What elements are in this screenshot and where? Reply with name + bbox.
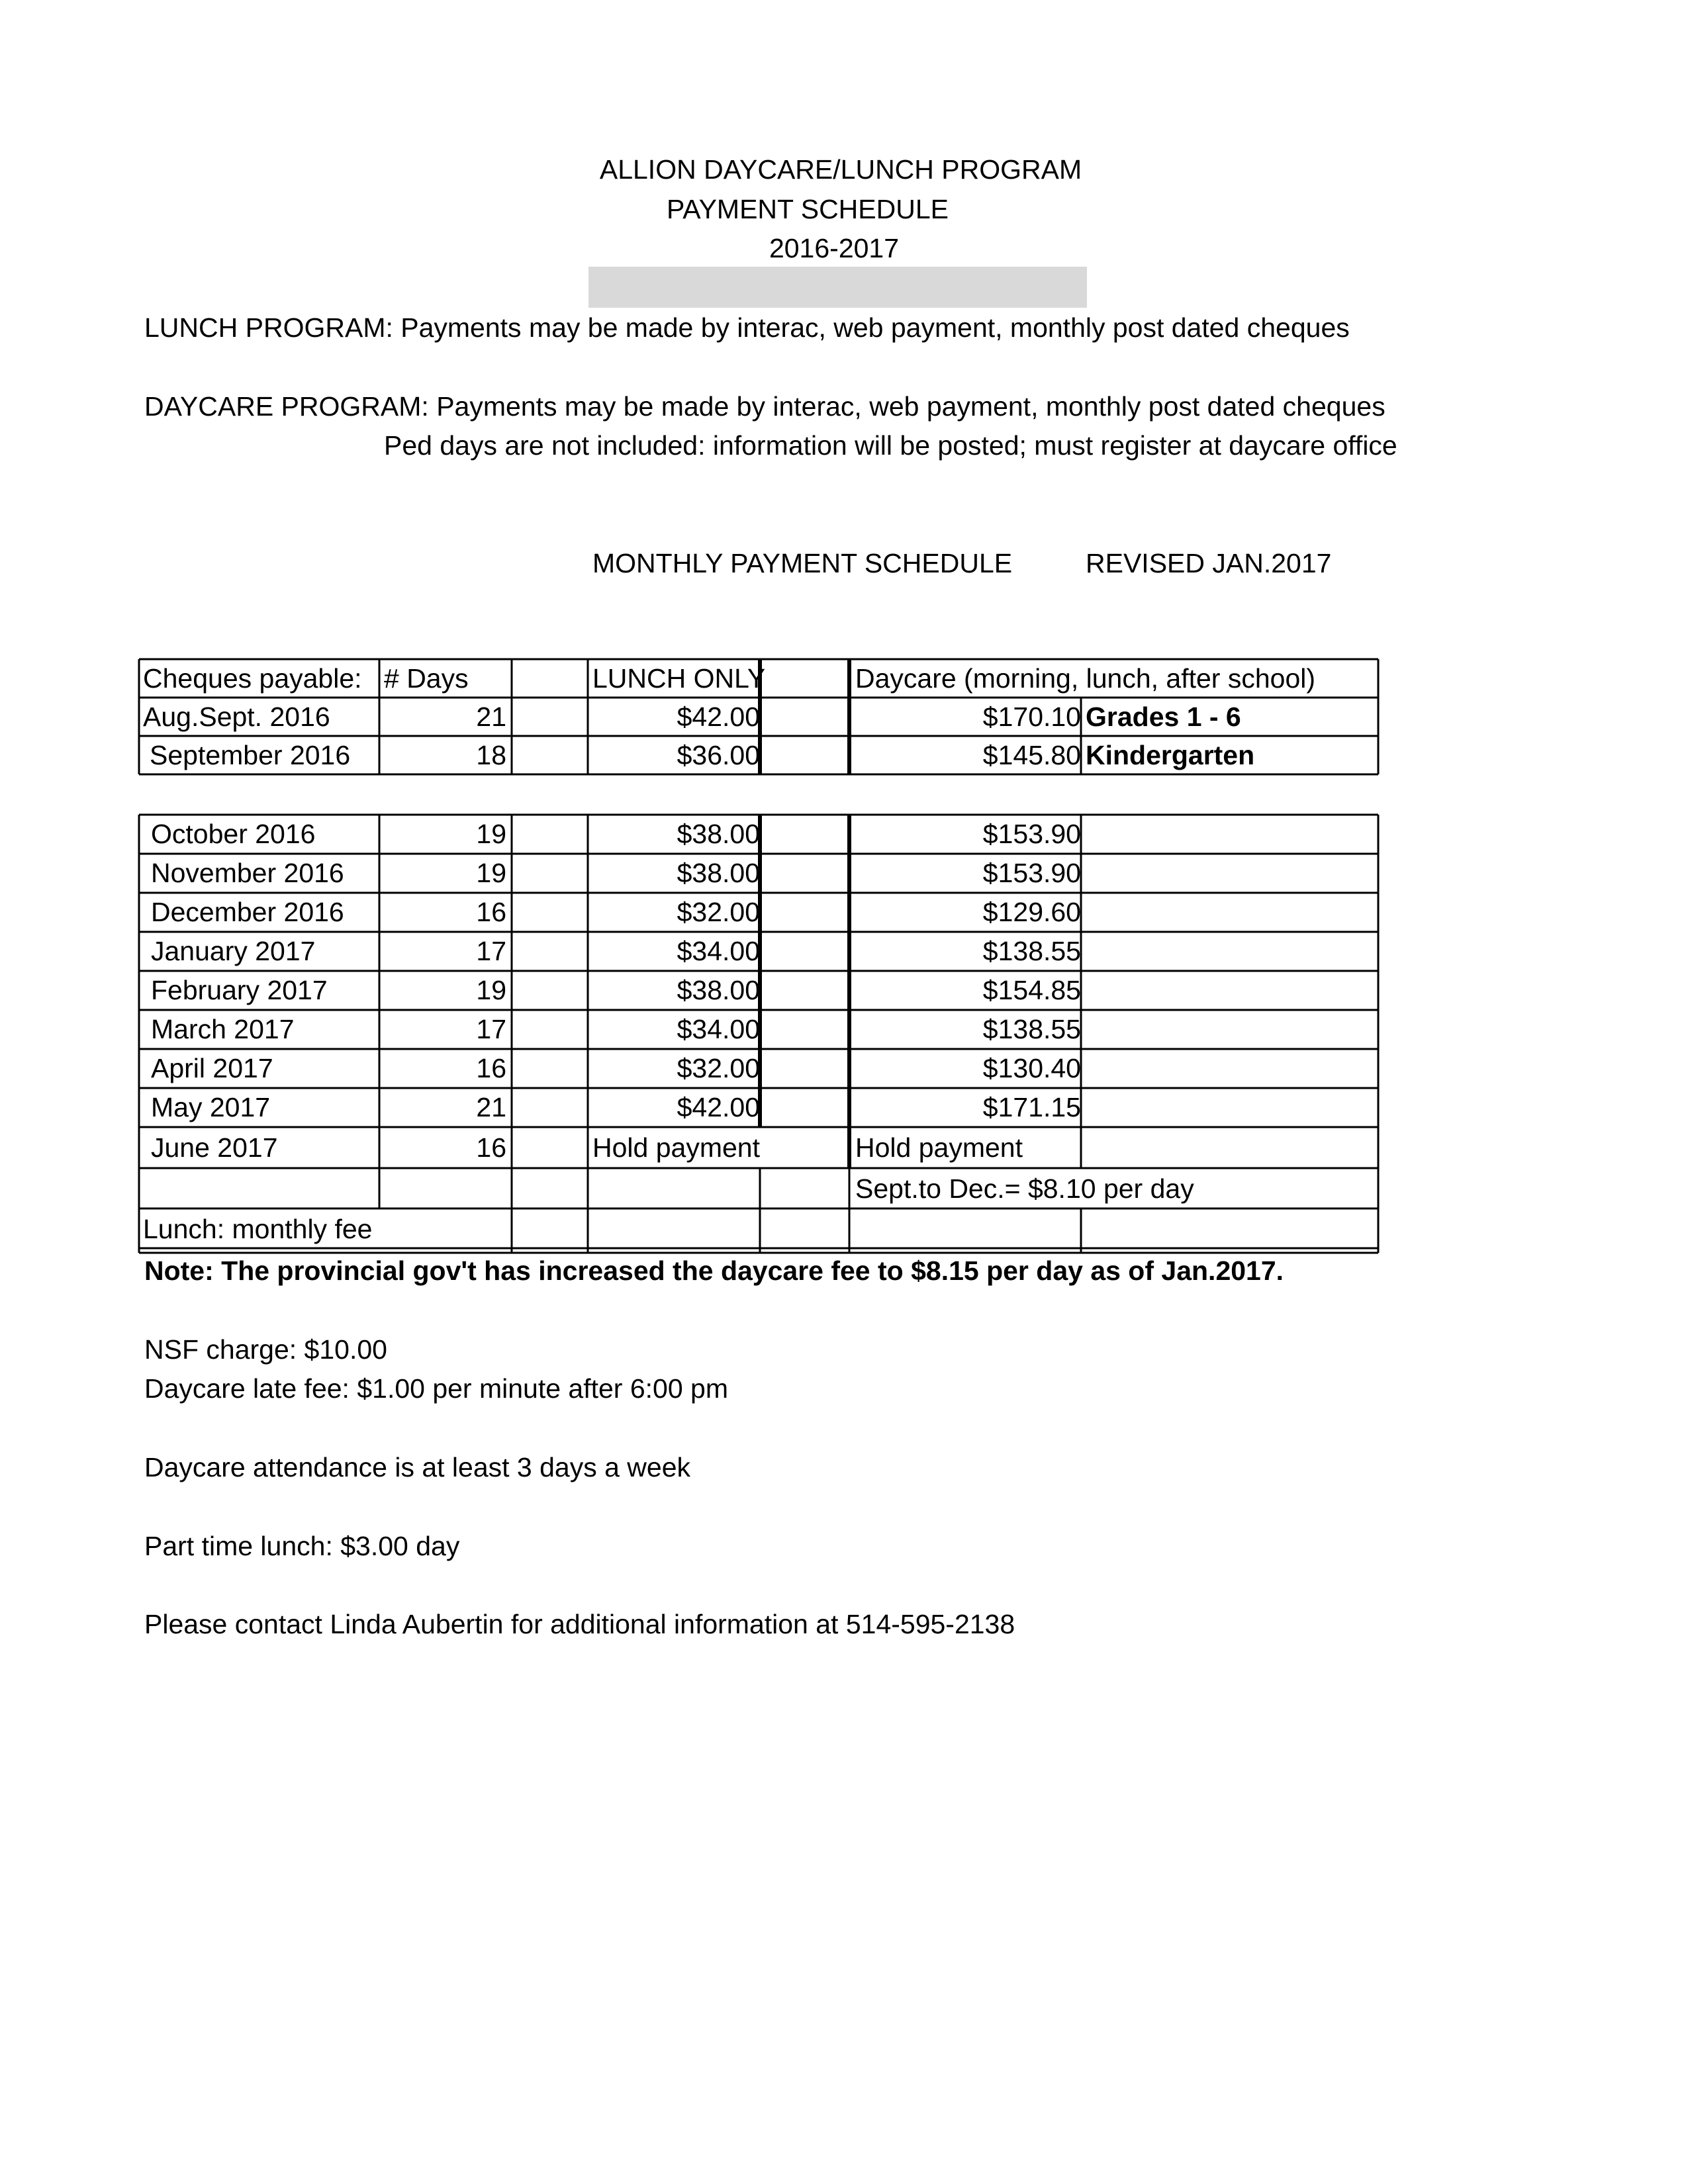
attendance-note: Daycare attendance is at least 3 days a week — [144, 1452, 691, 1482]
cell-days: 18 — [476, 740, 506, 770]
daycare-program-text: DAYCARE PROGRAM: Payments may be made by interac, web payment, monthly post dated cheques — [144, 391, 1385, 422]
monthly-schedule-title: MONTHLY PAYMENT SCHEDULE — [592, 548, 1013, 578]
cell-month: October 2016 — [151, 819, 316, 849]
cell-month: June 2017 — [151, 1132, 278, 1163]
cell-month: April 2017 — [151, 1053, 273, 1083]
cell-days: 19 — [476, 975, 506, 1005]
cell-daycare: $130.40 — [982, 1053, 1081, 1083]
lunch-monthly-fee: Lunch: monthly fee — [143, 1214, 373, 1244]
cell-daycare: $138.55 — [982, 936, 1081, 966]
redaction-bar — [588, 267, 1087, 308]
cell-daycare: $153.90 — [982, 858, 1081, 888]
cell-month: May 2017 — [151, 1092, 271, 1122]
cell-daycare: $154.85 — [982, 975, 1081, 1005]
cell-lunch: $34.00 — [677, 1014, 760, 1044]
header-daycare: Daycare (morning, lunch, after school) — [855, 663, 1316, 694]
cell-days: 17 — [476, 1014, 506, 1044]
cell-lunch: $38.00 — [677, 819, 760, 849]
cell-month: March 2017 — [151, 1014, 295, 1044]
nsf-charge: NSF charge: $10.00 — [144, 1334, 387, 1365]
sept-dec-note: Sept.to Dec.= $8.10 per day — [855, 1173, 1194, 1204]
cell-days: 17 — [476, 936, 506, 966]
cell-days: 21 — [476, 702, 506, 732]
cell-lunch: $34.00 — [677, 936, 760, 966]
cell-daycare-hold: Hold payment — [855, 1132, 1023, 1163]
cell-days: 19 — [476, 819, 506, 849]
cell-lunch: $36.00 — [677, 740, 760, 770]
header-days: # Days — [384, 663, 469, 694]
cell-month: September 2016 — [150, 740, 351, 770]
cell-daycare: $170.10 — [982, 702, 1081, 732]
cell-lunch: $42.00 — [677, 1092, 760, 1122]
cell-daycare: $153.90 — [982, 819, 1081, 849]
cell-month: November 2016 — [151, 858, 344, 888]
cell-daycare: $171.15 — [982, 1092, 1081, 1122]
fee-increase-note: Note: The provincial gov't has increased the daycare fee to $8.15 per day as of Jan.2017. — [144, 1255, 1284, 1286]
cell-days: 21 — [476, 1092, 506, 1122]
cell-days: 16 — [476, 1132, 506, 1163]
contact-info: Please contact Linda Aubertin for additional information at 514-595-2138 — [144, 1609, 1015, 1639]
cell-lunch: $32.00 — [677, 1053, 760, 1083]
title-line-1: ALLION DAYCARE/LUNCH PROGRAM — [599, 154, 1082, 185]
cell-daycare: $129.60 — [982, 897, 1081, 927]
cell-grade-note: Kindergarten — [1086, 740, 1255, 770]
ped-days-text: Ped days are not included: information will be posted; must register at daycare office — [384, 430, 1397, 461]
part-time-lunch: Part time lunch: $3.00 day — [144, 1531, 460, 1561]
header-lunch-only: LUNCH ONLY — [592, 663, 766, 694]
revised-label: REVISED JAN.2017 — [1086, 548, 1332, 578]
cell-month: February 2017 — [151, 975, 328, 1005]
title-line-3: 2016-2017 — [769, 233, 900, 263]
header-cheques-payable: Cheques payable: — [143, 663, 362, 694]
lunch-program-text: LUNCH PROGRAM: Payments may be made by interac, web payment, monthly post dated cheques — [144, 312, 1350, 343]
cell-lunch: $38.00 — [677, 975, 760, 1005]
cell-days: 16 — [476, 897, 506, 927]
cell-lunch: $42.00 — [677, 702, 760, 732]
cell-lunch: $38.00 — [677, 858, 760, 888]
cell-lunch-hold: Hold payment — [592, 1132, 760, 1163]
late-fee: Daycare late fee: $1.00 per minute after 6:00 pm — [144, 1373, 729, 1404]
cell-daycare: $145.80 — [982, 740, 1081, 770]
cell-days: 19 — [476, 858, 506, 888]
cell-month: December 2016 — [151, 897, 344, 927]
cell-month: January 2017 — [151, 936, 316, 966]
cell-lunch: $32.00 — [677, 897, 760, 927]
cell-days: 16 — [476, 1053, 506, 1083]
cell-grade-note: Grades 1 - 6 — [1086, 702, 1241, 732]
cell-daycare: $138.55 — [982, 1014, 1081, 1044]
cell-month: Aug.Sept. 2016 — [143, 702, 330, 732]
title-line-2: PAYMENT SCHEDULE — [666, 194, 949, 224]
